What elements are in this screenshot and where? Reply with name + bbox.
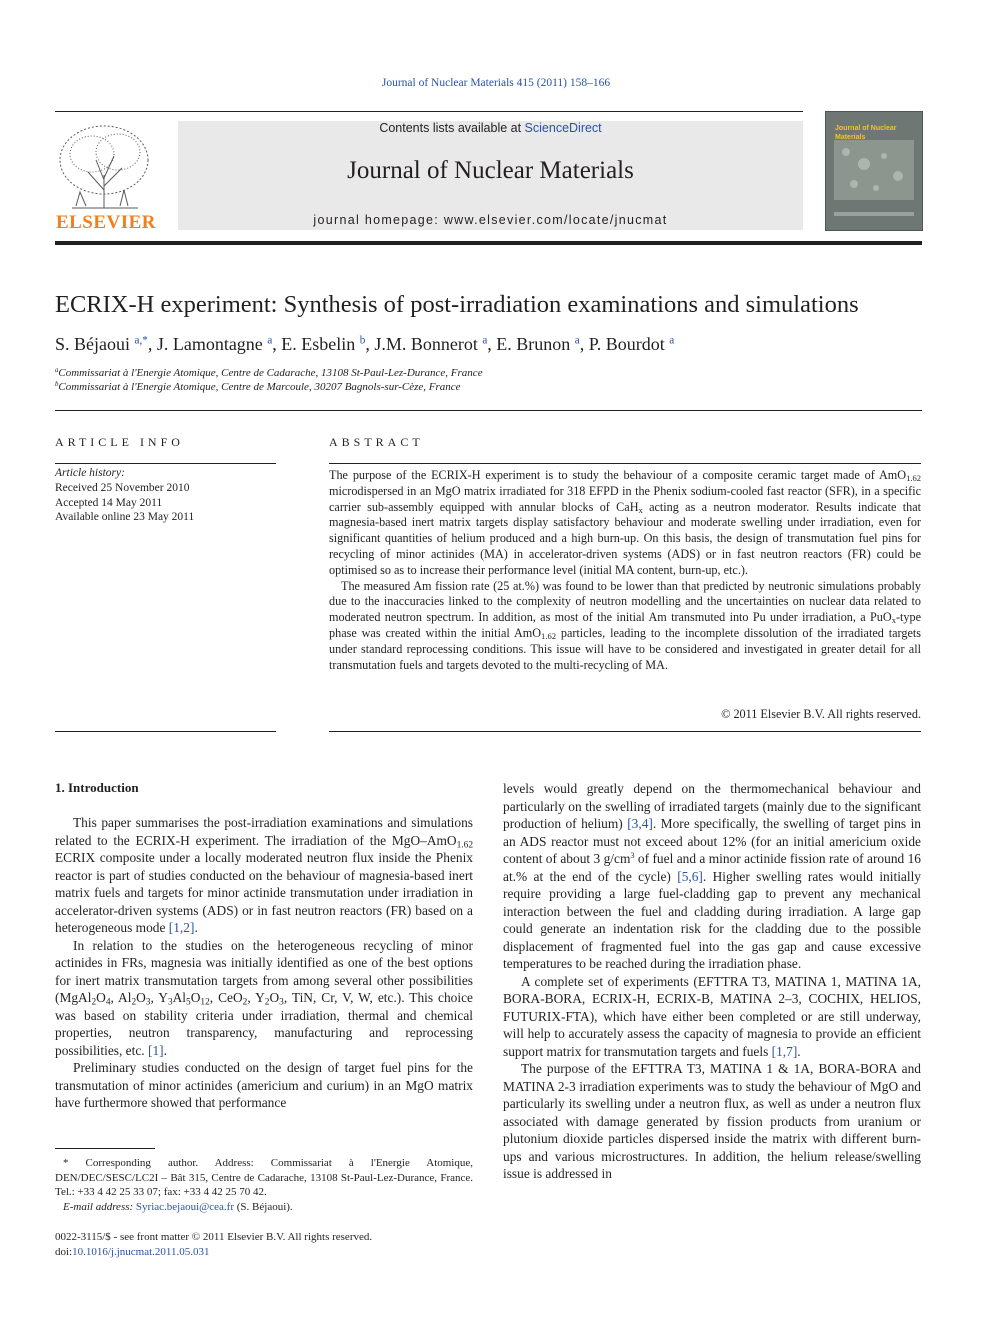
article-info-bottom-rule xyxy=(55,731,276,732)
email-suffix: (S. Béjaoui). xyxy=(234,1200,293,1213)
citation-link[interactable]: [3,4] xyxy=(627,816,653,831)
doi-link[interactable]: 10.1016/j.jnucmat.2011.05.031 xyxy=(72,1245,210,1258)
footnote xyxy=(55,1156,473,1214)
affiliation-text: Commissariat à l'Energie Atomique, Centre de Cadarache, 13108 St-Paul-Lez-Durance, France xyxy=(58,367,483,379)
received-date: Received 25 November 2010 xyxy=(55,482,190,494)
citation-link[interactable]: [1] xyxy=(147,1042,164,1058)
citation-link[interactable]: [1,7] xyxy=(771,1043,798,1059)
body-column-right xyxy=(503,780,921,1183)
issn-line: 0022-3115/$ - see front matter © 2011 Elsevier B.V. All rights reserved. xyxy=(55,1231,373,1243)
author-affiliation-mark[interactable]: a xyxy=(482,334,488,347)
author-name: J. Lamontagne xyxy=(156,334,263,354)
journal-title: Journal of Nuclear Materials xyxy=(347,157,634,184)
body-paragraph: The purpose of the EFTTRA T3, MATINA 1 & 1A, BORA-BORA and MATINA 2-3 irradiation experiments was to study the behaviour of MgO and particularly its swelling under a neutron flux, as well as under a neutron flux associated with damage generated by fission products from uranium or plutonium dioxide particles dispersed inside the matrix with different burn-ups and various microstructures. In addition, the helium release/swelling issue is addressed in xyxy=(503,1061,921,1181)
abstract-bottom-rule xyxy=(329,731,921,732)
contents-prefix: Contents lists available at xyxy=(379,121,525,135)
contents-availability-line xyxy=(178,121,803,135)
author-name: E. Esbelin xyxy=(281,334,356,354)
author-name: P. Bourdot xyxy=(588,334,665,354)
affiliation-mark: b xyxy=(55,380,59,388)
citation-link[interactable]: [1,2] xyxy=(168,920,195,935)
author-list: S. Béjaoui $^{a,*}$, J. Lamontagne $^a$, E. Esbelin $^b$, J.M. Bonnerot $^a$, E. Brunon $^a$, P. Bourdot $^a$ xyxy=(55,334,675,354)
corresponding-author-note: * Corresponding author. Address: Commissariat à l'Energie Atomique, DEN/DEC/SESC/LC2I – Bât 315, Centre de Cadarache, 13108 St-Paul-Lez-Durance, France. Tel.: +33 4 42 25 33 07; fax: +33 4 42 25 70 42. xyxy=(55,1157,473,1198)
body-paragraph: In relation to the studies on the heterogeneous recycling of minor actinides in FRs, magnesia was initially identified as one of the best options for inert matrix transmutation targets from among several other possibilities ($MgAl_2O_4$, $Al_2O_3$, $Y_3Al_5O_{12}$, CeO$_2$, $Y_2O_3$, TiN, Cr, V, W, etc.). This choice was based on stability criteria under irradiation, thermal and chemical properties, neutron transparency, manufacturing and reprocessing possibilities, etc. [1]. xyxy=(55,937,473,1058)
affiliation-rule xyxy=(55,410,922,411)
front-matter xyxy=(55,1230,555,1259)
author-affiliation-mark[interactable]: a xyxy=(267,334,273,347)
citation-link[interactable]: [5,6] xyxy=(677,868,703,884)
journal-homepage-line xyxy=(178,213,803,227)
abstract-copyright: © 2011 Elsevier B.V. All rights reserved. xyxy=(721,707,921,721)
author-affiliation-mark[interactable]: b xyxy=(359,334,366,347)
homepage-url[interactable]: www.elsevier.com/locate/jnucmat xyxy=(443,213,668,227)
body-paragraph: levels would greatly depend on the thermomechanical behaviour and particularly on the swelling of irradiated targets (mainly due to the significant production of helium) [3,4]. More specifically, the swelling of target pins in an ADS reactor must not exceed about 12% (for an initial americium oxide content of about 3 $g/cm^3$ of fuel and a minor actinide fission rate of around 16 at.% at the end of the cycle) [5,6]. Higher swelling rates would initially require providing a large fuel-cladding gap to prevent any mechanical interaction between the fuel and cladding during irradiation. A large gap could generate an indentation risk for the cladding due to the possible displacement of fragmented fuel into the gas gap and cause excessive temperatures to be reached during the irradiation phase. xyxy=(503,781,921,971)
abstract-paragraph: The measured Am fission rate (25 at.%) was found to be lower than that predicted by neutronic simulations probably due to the inaccuracies linked to the complexity of neutron modelling and the uncertainties on nuclear data related to moderated neutron spectrum. In addition, as most of the initial Am transmuted into Pu under irradiation, a PuO$_x$-type phase was created within the initial AmO$_{1.62}$ particles, leading to the incomplete dissolution of the irradiated targets under standard reprocessing conditions. This issue will have to be considered and investigated in greater detail for all transmutation fuels and targets devoted to the multi-recycling of MA. xyxy=(329,578,921,672)
journal-reference[interactable]: Journal of Nuclear Materials 415 (2011) 158–166 xyxy=(381,77,611,89)
footnote-rule xyxy=(55,1148,155,1149)
body-paragraph: This paper summarises the post-irradiation examinations and simulations related to the ECRIX-H experiment. The irradiation of the MgO–AmO$_{1.62}$ ECRIX composite under a locally moderated neutron flux inside the Phenix reactor is part of studies conducted on the behaviour of magnesia-based inert matrix fuels and targets for minor actinide transmutation under irradiation in accelerator-driven systems (ADS) or in fast neutron reactors (FR) based on a heterogeneous mode [1,2]. xyxy=(55,815,473,935)
affiliation-a xyxy=(55,367,755,379)
body-paragraph: A complete set of experiments (EFTTRA T3, MATINA 1, MATINA 1A, BORA-BORA, ECRIX-H, ECRIX-B, MATINA 2–3, COCHIX, HELIOS, FUTURIX-FTA), which have either been completed or are still underway, will help to accurately assess the capacity of magnesia to provide an efficient support matrix for transmutation targets and fuels [1,7]. xyxy=(503,973,921,1059)
accepted-date: Accepted 14 May 2011 xyxy=(55,497,163,509)
article-info-heading: ARTICLE INFO xyxy=(55,435,184,449)
header-thick-rule xyxy=(55,241,922,245)
abstract-paragraph: The purpose of the ECRIX-H experiment is to study the behaviour of a composite ceramic target made of AmO$_{1.62}$ microdispersed in an MgO matrix irradiated for 318 EFPD in the Phenix sodium-cooled fast reactor (SFR), in a specific carrier sub-assembly equipped with annular blocks of CaH$_x$ acting as a neutron moderator. Results indicate that magnesia-based inert matrix targets display satisfactory behaviour and moderate swelling under irradiation, even for significant quantities of helium produced and a high burn-up. On this basis, the design of transmutation fuel pins for recycling of minor actinides (MA) in accelerator-driven systems (ADS) or in fast neutron reactors (FR) could be optimised so as to increase their performance level (initial MA content, burn-up, etc.). xyxy=(329,468,921,577)
email-link[interactable]: Syriac.bejaoui@cea.fr xyxy=(135,1200,235,1213)
online-date: Available online 23 May 2011 xyxy=(55,511,195,523)
author-name: J.M. Bonnerot xyxy=(374,334,478,354)
doi-line xyxy=(55,1245,555,1260)
section-heading-introduction: 1. Introduction xyxy=(55,780,139,795)
elsevier-wordmark: ELSEVIER xyxy=(55,212,157,233)
article-history-label: Article history: xyxy=(55,467,125,479)
abstract-rule xyxy=(329,463,921,464)
header-top-rule xyxy=(55,111,803,112)
author-affiliation-mark[interactable]: a xyxy=(669,334,675,347)
affiliation-text: Commissariat à l'Energie Atomique, Centre de Marcoule, 30207 Bagnols-sur-Cèze, France xyxy=(58,381,461,393)
author-affiliation-mark[interactable]: a xyxy=(574,334,580,347)
author-name: E. Brunon xyxy=(496,334,571,354)
email-note xyxy=(55,1200,473,1215)
article-title: ECRIX-H experiment: Synthesis of post-irradiation examinations and simulations xyxy=(55,291,859,318)
abstract-heading: ABSTRACT xyxy=(329,435,424,449)
author-affiliation-mark[interactable]: a,* xyxy=(134,334,148,347)
sciencedirect-link[interactable]: ScienceDirect xyxy=(524,121,602,135)
author-name: S. Béjaoui xyxy=(55,334,130,354)
doi-prefix: doi: xyxy=(55,1245,73,1258)
cover-title: Journal of Nuclear Materials xyxy=(835,125,897,141)
article-info-rule xyxy=(55,463,276,464)
email-label: E-mail address: xyxy=(63,1200,136,1213)
abstract-body xyxy=(329,468,921,673)
homepage-prefix: journal homepage: xyxy=(313,213,444,227)
affiliation-mark: a xyxy=(55,366,59,374)
affiliation-b xyxy=(55,381,755,393)
body-paragraph: Preliminary studies conducted on the design of target fuel pins for the transmutation of minor actinides (americium and curium) in an MgO matrix have furthermore showed that performance xyxy=(55,1060,473,1110)
body-column-left xyxy=(55,814,473,1112)
